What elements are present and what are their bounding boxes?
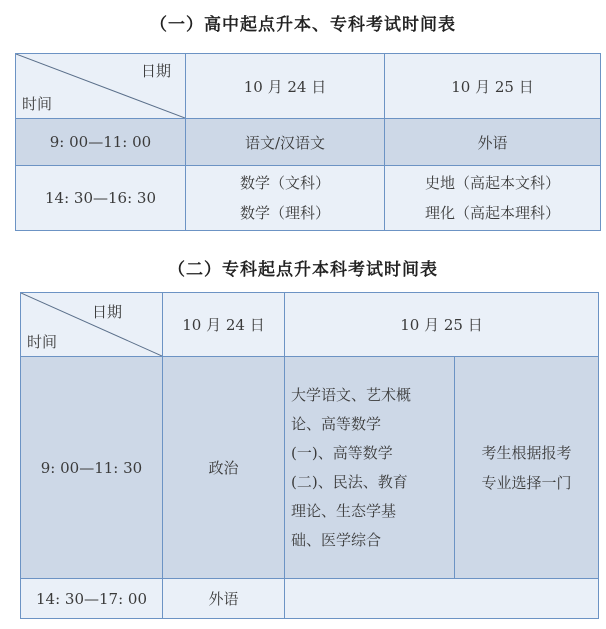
date-header-2: 10 月 25 日: [385, 54, 601, 119]
time-cell: 14: 30—17: 00: [21, 579, 163, 619]
empty-cell: [285, 579, 599, 619]
time-cell: 9: 00—11: 00: [16, 119, 186, 166]
subject-line: (一)、高等数学: [291, 443, 393, 462]
subject-line: 论、高等数学: [291, 414, 382, 433]
subject-line: 数学（理科）: [239, 204, 330, 222]
table2-title: （二）专科起点升本科考试时间表: [168, 260, 438, 280]
date-header-2: 10 月 25 日: [285, 293, 599, 357]
note-line: 考生根据报考: [481, 443, 572, 462]
schedule-table-1: [15, 53, 601, 231]
subject-line: (二)、民法、教育: [291, 472, 408, 491]
subject-line: 理论、生态学基: [291, 501, 397, 520]
date-header-1: 10 月 24 日: [163, 293, 285, 357]
time-cell: 9: 00—11: 30: [21, 357, 163, 579]
subject-cell: 政治: [163, 357, 285, 579]
date-label: 日期: [140, 62, 171, 80]
subject-cell: [186, 166, 385, 231]
date-header-1: 10 月 24 日: [186, 54, 385, 119]
note-cell: [455, 357, 599, 579]
time-label: 时间: [22, 95, 53, 113]
corner-header-cell: [16, 54, 186, 119]
subject-cell: [385, 166, 601, 231]
time-cell: 14: 30—16: 30: [16, 166, 186, 231]
subject-line: 史地（高起本文科）: [424, 174, 560, 192]
table1-title: （一）高中起点升本、专科考试时间表: [150, 15, 456, 35]
subject-line: 础、医学综合: [291, 530, 382, 549]
subject-cell: 语文/汉语文: [186, 119, 385, 166]
corner-header-cell: [21, 293, 163, 357]
schedule-table-2: [20, 292, 599, 619]
subject-list-cell: [285, 357, 455, 579]
date-label: 日期: [91, 303, 122, 321]
subject-cell: 外语: [163, 579, 285, 619]
note-line: 专业选择一门: [481, 473, 572, 492]
subject-line: 大学语文、艺术概: [291, 385, 412, 404]
time-label: 时间: [27, 333, 58, 351]
subject-line: 理化（高起本理科）: [424, 204, 560, 222]
subject-line: 数学（文科）: [239, 174, 330, 192]
subject-cell: 外语: [385, 119, 601, 166]
